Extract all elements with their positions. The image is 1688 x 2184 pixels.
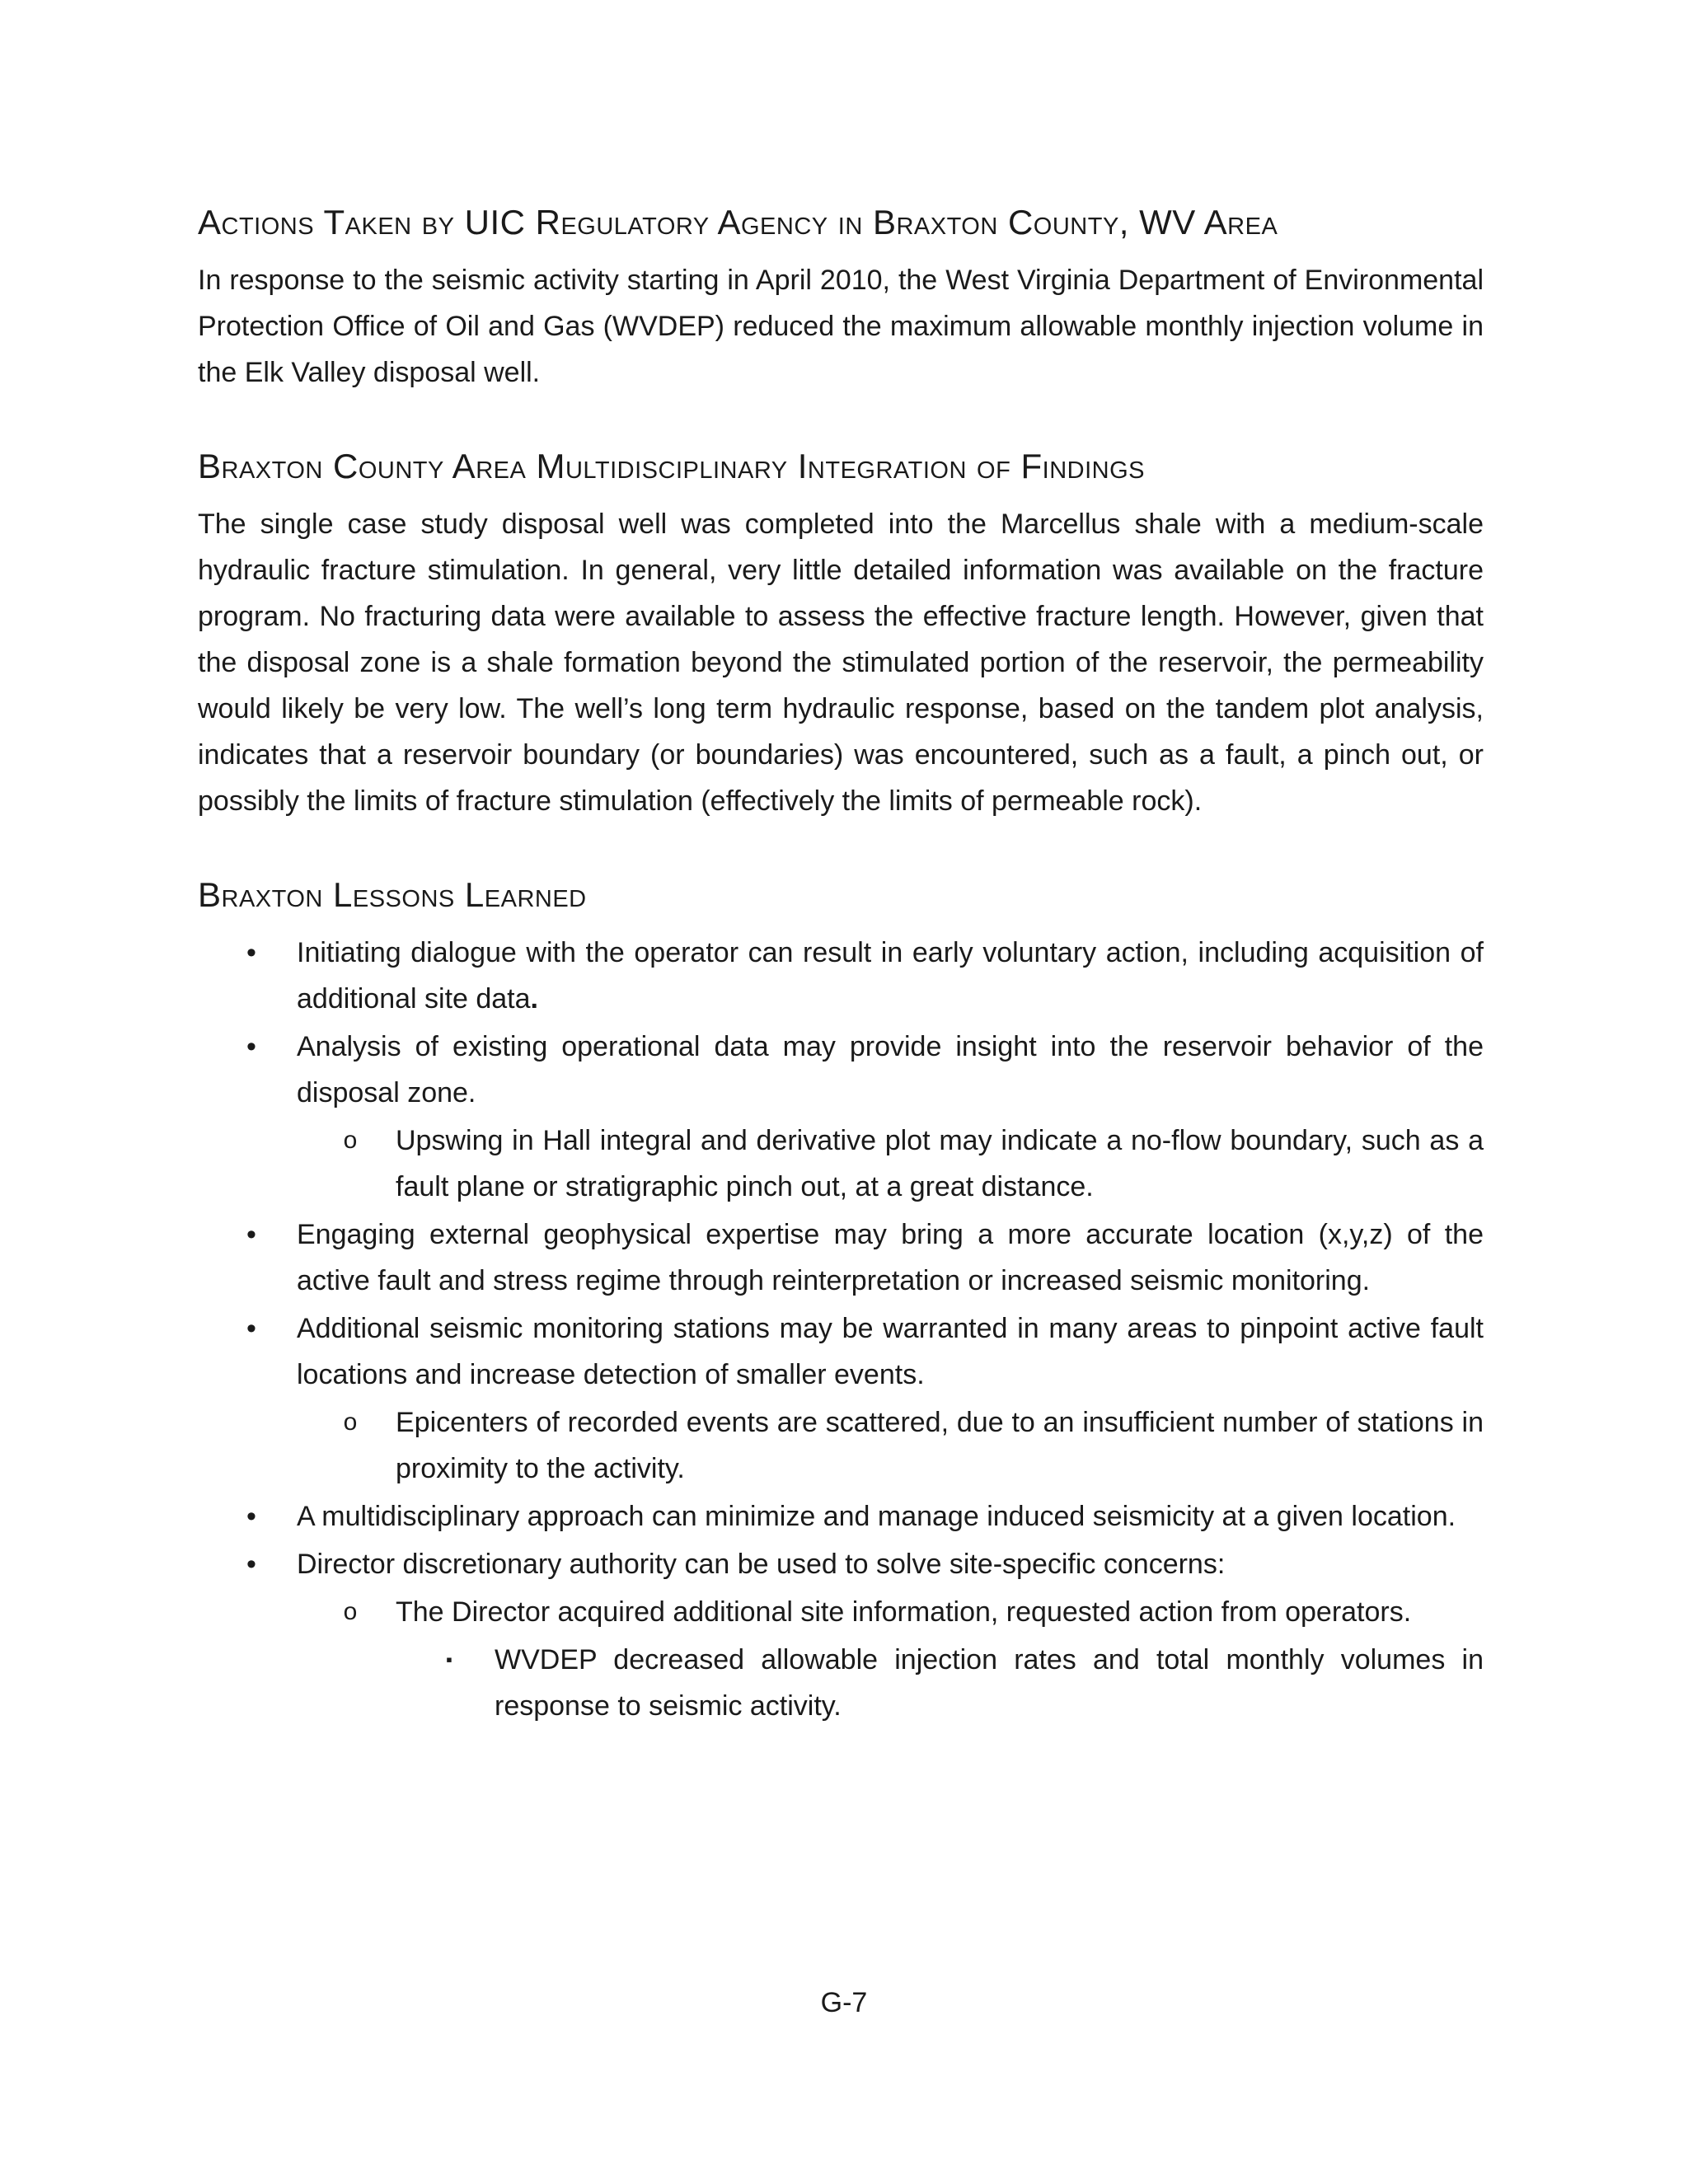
list-item	[198, 1024, 1484, 1116]
list-item	[198, 1118, 1484, 1210]
list-item-text: Upswing in Hall integral and derivative plot may indicate a no-flow boundary, such as a fault plane or stratigraphic pinch out, at a great distance.	[396, 1125, 1484, 1202]
bullet-icon: •	[246, 1219, 256, 1250]
heading-lessons-learned: Braxton Lessons Learned	[198, 875, 587, 914]
heading-actions-taken: Actions Taken by UIC Regulatory Agency in Braxton County, WV Area	[198, 203, 1278, 241]
bullet-icon: •	[246, 1549, 256, 1580]
list-item	[198, 1589, 1484, 1635]
circle-bullet-icon: o	[343, 1408, 358, 1436]
list-item-text: A multidisciplinary approach can minimize and manage induced seismicity at a given location.	[297, 1501, 1456, 1532]
bullet-icon: •	[246, 1031, 256, 1062]
list-item	[198, 1212, 1484, 1304]
list-item-text: Director discretionary authority can be used to solve site-specific concerns:	[297, 1549, 1226, 1580]
list-item-tail: .	[530, 983, 538, 1015]
list-item-text: Engaging external geophysical expertise may bring a more accurate location (x,y,z) of the active fault and stress regime through reinterpretation or increased seismic monitoring.	[297, 1219, 1484, 1296]
list-item	[198, 1637, 1484, 1729]
list-item-text: WVDEP decreased allowable injection rates and total monthly volumes in response to seismic activity.	[495, 1644, 1484, 1722]
list-item	[198, 1541, 1484, 1587]
list-item	[198, 1399, 1484, 1492]
paragraph-actions-taken: In response to the seismic activity starting in April 2010, the West Virginia Department of Environmental Protection Office of Oil and Gas (WVDEP) reduced the maximum allowable monthly injection volume in the Elk Valley disposal well.	[198, 265, 1484, 388]
list-item-text: Analysis of existing operational data may provide insight into the reservoir behavior of the disposal zone.	[297, 1031, 1484, 1108]
paragraph-integration-findings: The single case study disposal well was completed into the Marcellus shale with a medium-scale hydraulic fracture stimulation. In general, very little detailed information was available on the fracture program. No fracturing data were available to assess the effective fracture length. However, given that the disposal zone is a shale formation beyond the stimulated portion of the reservoir, the permeability would likely be very low. The well’s long term hydraulic response, based on the tandem plot analysis, indicates that a reservoir boundary (or boundaries) was encountered, such as a fault, a pinch out, or possibly the limits of fracture stimulation (effectively the limits of permeable rock).	[198, 509, 1484, 817]
circle-bullet-icon: o	[343, 1598, 358, 1625]
list-item	[198, 1305, 1484, 1398]
list-item	[198, 930, 1484, 1022]
page-number: G-7	[820, 1987, 868, 2018]
list-item-text: The Director acquired additional site information, requested action from operators.	[396, 1596, 1412, 1628]
document-page	[198, 198, 1484, 1731]
list-item	[198, 1493, 1484, 1540]
circle-bullet-icon: o	[343, 1127, 358, 1154]
lessons-learned-list	[198, 930, 1484, 1729]
heading-integration-findings: Braxton County Area Multidisciplinary Integration of Findings	[198, 447, 1145, 485]
list-item-text: Epicenters of recorded events are scattered, due to an insufficient number of stations in proximity to the activity.	[396, 1407, 1484, 1484]
bullet-icon: •	[246, 937, 256, 968]
bullet-icon: •	[246, 1313, 256, 1344]
square-bullet-icon: ▪	[446, 1649, 452, 1670]
list-item-text: Initiating dialogue with the operator can result in early voluntary action, including acquisition of additional site data	[297, 937, 1484, 1015]
list-item-text: Additional seismic monitoring stations may be warranted in many areas to pinpoint active fault locations and increase detection of smaller events.	[297, 1313, 1484, 1390]
bullet-icon: •	[246, 1501, 256, 1532]
